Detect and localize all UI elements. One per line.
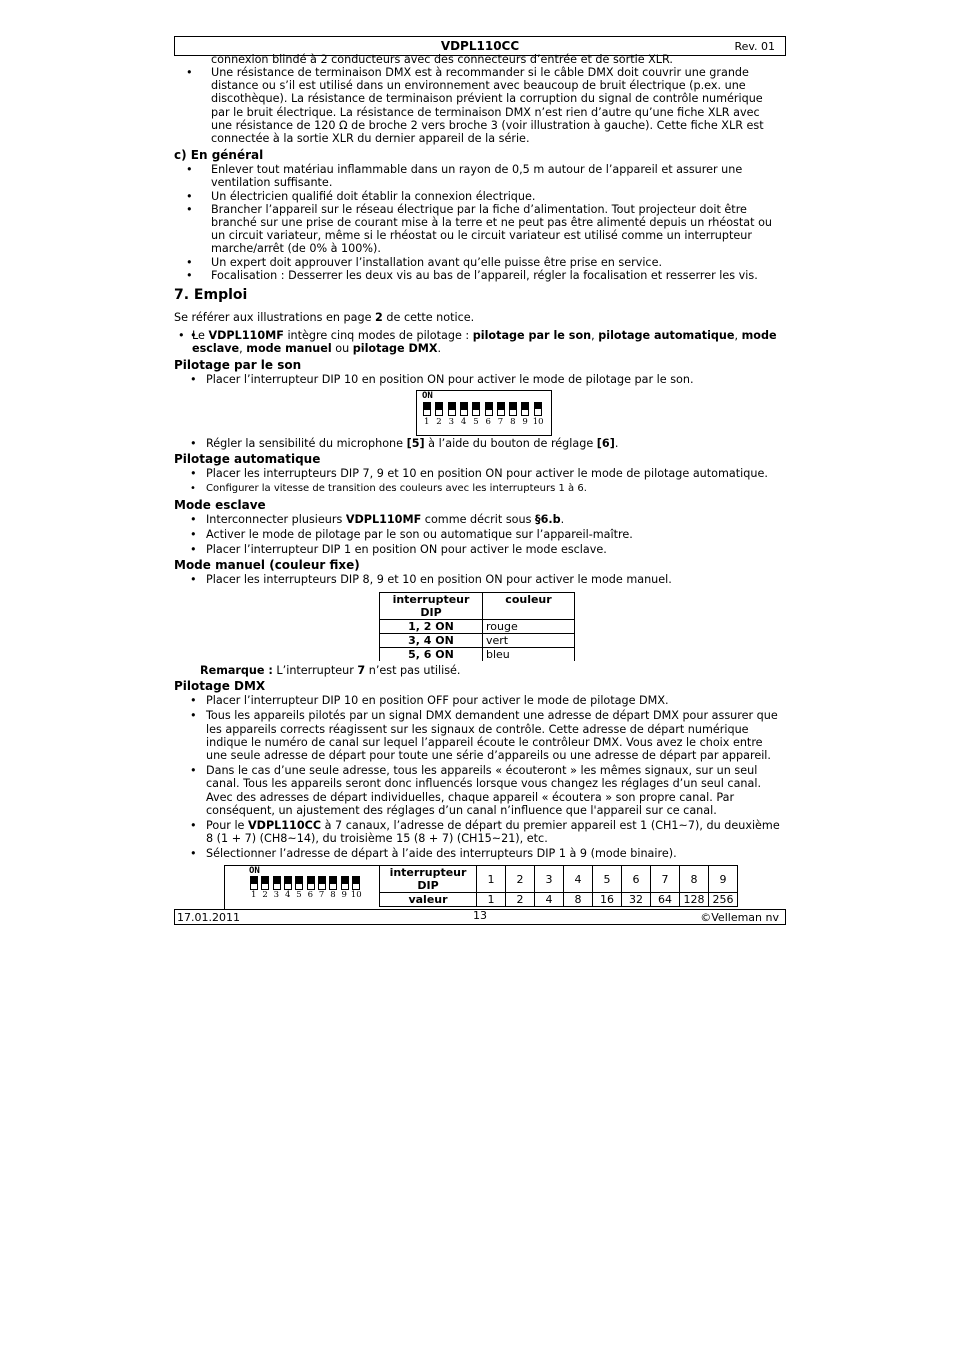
dip-number-label: 5 [296, 889, 302, 900]
dip-value-cell: 1 [477, 893, 506, 907]
table-row: 5, 6 ON bleu [380, 648, 575, 662]
list-item: • Pour le VDPL110CC à 7 canaux, l’adresse de départ du premier appareil est 1 (CH1~7), du deuxième 8 (1 + 7) (CH8~14), du troisième 15 (8 + 7) (CH15~21), etc. [174, 819, 786, 845]
table-row: 3, 4 ON vert [380, 634, 575, 648]
list-item: • Placer l’interrupteur DIP 1 en position ON pour activer le mode esclave. [174, 543, 786, 556]
note: Remarque : L’interrupteur 7 n’est pas utilisé. [200, 664, 461, 677]
dip-switch-8 [509, 402, 517, 416]
dip-switch-2 [261, 876, 269, 890]
section-heading: Mode manuel (couleur fixe) [174, 558, 360, 573]
dmx-block [174, 664, 786, 863]
dip-switch-7 [497, 402, 505, 416]
list-item: • Dans le cas d’une seule adresse, tous les appareils « écouteront » les mêmes signaux, sur un seul canal. Tous les appareils seront donc influencés lorsque vous changez les réglages d’un seul canal. Avec des adresses de départ individuelles, chaque appareil « écoutera » son propre canal. Par conséquent, un ajustement des réglages d’un canal n’influence que l'appareil sur ce canal. [174, 764, 786, 817]
dip-switch-6 [485, 402, 493, 416]
intro-line: connexion blindé à 2 conducteurs avec des connecteurs d’entrée et de sortie XLR. [211, 53, 673, 66]
list-item: • • Le VDPL110MF intègre cinq modes de pilotage : pilotage par le son, pilotage automatique, mode esclave, mode manuel ou pilotage DMX. [174, 329, 786, 355]
dip-number-label: 6 [485, 417, 491, 427]
color-table [379, 592, 575, 661]
dip-switch-10 [352, 876, 360, 890]
reference-line: Se référer aux illustrations en page 2 de cette notice. [174, 311, 475, 324]
footer-copyright: ©Velleman nv [700, 911, 779, 924]
list-item: • Brancher l’appareil sur le réseau électrique par la fiche d’alimentation. Tout projecteur doit être branché sur une prise de courant mise à la terre et ne peut pas être alimenté depuis un rhéostat ou un circuit variateur, même si le rhéostat ou le circuit variateur est utilisé comme un interrupteur marche/arrêt (de 0% à 100%). [174, 203, 786, 256]
dip-number-cell: 9 [709, 866, 738, 893]
dip-number-label: 10 [350, 889, 362, 900]
header-revision: Rev. 01 [734, 40, 775, 53]
dmx-value-table [379, 865, 738, 907]
dip-number-label: 9 [522, 417, 528, 427]
list-item: • Régler la sensibilité du microphone [5] à l’aide du bouton de réglage [6]. [174, 437, 786, 450]
dip-number-label: 2 [436, 417, 442, 427]
header-title: VDPL110CC [440, 39, 520, 53]
dip-number-label: 3 [448, 417, 455, 427]
list-item: • Placer les interrupteurs DIP 8, 9 et 10 en position ON pour activer le mode manuel. [174, 573, 786, 586]
table-row: 1, 2 ON rouge [380, 620, 575, 634]
sound-tail [174, 437, 786, 588]
dip-number-label: 9 [341, 889, 347, 900]
dip-number-label: 3 [273, 889, 280, 900]
table-header: interrupteur DIP [380, 866, 477, 893]
list-item: • Sélectionner l’adresse de départ à l’aide des interrupteurs DIP 1 à 9 (mode binaire). [174, 847, 786, 860]
list-item: • Placer l’interrupteur DIP 10 en position ON pour activer le mode de pilotage par le son. [174, 373, 786, 386]
dip-value-cell: 128 [680, 893, 709, 907]
list-item: • Une résistance de terminaison DMX est à recommander si le câble DMX doit couvrir une grande distance ou s’il est utilisé dans un environnement avec beaucoup de bruit électrique (p.ex. une discothèque). La résistance de terminaison prévient la corruption du signal de contrôle numérique par le bruit électrique. La résistance de terminaison DMX n’est rien d’autre qu’une fiche XLR avec une résistance de 120 Ω de broche 2 vers broche 3 (voir illustration à gauche). Cette fiche XLR est connectée à la sortie XLR du dernier appareil de la série. [174, 66, 786, 145]
dip-switch-1 [423, 402, 431, 416]
dip-number-cell: 6 [622, 866, 651, 893]
dip-number-label: 6 [307, 889, 313, 900]
list-item: • Configurer la vitesse de transition des couleurs avec les interrupteurs 1 à 6. [174, 482, 786, 495]
dip-number-label: 2 [262, 889, 268, 900]
table-header: couleur [483, 593, 575, 620]
dip-switch-3 [448, 402, 456, 416]
section-7 [174, 286, 786, 388]
list-item: • Placer l’interrupteur DIP 10 en position OFF pour activer le mode de pilotage DMX. [174, 694, 786, 707]
list-item: • Un expert doit approuver l’installation avant qu’elle puisse être prise en service. [174, 256, 786, 269]
dip-value-cell: 2 [506, 893, 535, 907]
dip-switch-diagram [244, 866, 366, 904]
dip-number-label: 7 [318, 889, 325, 900]
dip-switch-1 [250, 876, 258, 890]
dip-number-cell: 1 [477, 866, 506, 893]
dip-switch-8 [329, 876, 337, 890]
dip-number-label: 4 [460, 417, 467, 427]
section-heading: c) En général [174, 148, 264, 163]
list-item: • Interconnecter plusieurs VDPL110MF comme décrit sous §6.b. [174, 513, 786, 526]
dip-on-label: ON [249, 866, 260, 876]
list-item: • Placer les interrupteurs DIP 7, 9 et 10 en position ON pour activer le mode de pilotage automatique. [174, 467, 786, 480]
dip-number-label: 8 [510, 417, 516, 427]
dip-number-label: 5 [473, 417, 479, 427]
dip-number-cell: 2 [506, 866, 535, 893]
dip-number-label: 8 [330, 889, 336, 900]
dip-on-label: ON [422, 391, 433, 401]
list-item: • Un électricien qualifié doit établir la connexion électrique. [174, 190, 786, 203]
dip-switch-5 [295, 876, 303, 890]
dip-value-cell: 256 [709, 893, 738, 907]
dip-switch-3 [273, 876, 281, 890]
dip-switch-6 [307, 876, 315, 890]
section-heading: Mode esclave [174, 497, 266, 512]
page-footer [174, 909, 786, 925]
dip-switch-4 [460, 402, 468, 416]
list-item: • Enlever tout matériau inflammable dans un rayon de 0,5 m autour de l’appareil et assurer une ventilation suffisante. [174, 163, 786, 189]
dip-number-label: 7 [497, 417, 504, 427]
dip-switch-9 [521, 402, 529, 416]
dip-number-label: 4 [284, 889, 291, 900]
section-heading: Pilotage DMX [174, 679, 266, 694]
intro-block [174, 53, 786, 282]
dip-switch-diagram [416, 390, 552, 436]
table-header: interrupteur DIP [380, 593, 483, 620]
footer-date: 17.01.2011 [177, 911, 240, 924]
section-title: 7. Emploi [174, 287, 248, 303]
dip-number-cell: 5 [593, 866, 622, 893]
dip-number-label: 1 [424, 417, 430, 427]
dip-switch-5 [472, 402, 480, 416]
section-heading: Pilotage par le son [174, 357, 302, 372]
table-header: valeur [380, 893, 477, 907]
list-item: • Focalisation : Desserrer les deux vis au bas de l’appareil, régler la focalisation et resserrer les vis. [174, 269, 786, 282]
dip-value-cell: 8 [564, 893, 593, 907]
general-list [174, 163, 786, 282]
dip-number-cell: 4 [564, 866, 593, 893]
dip-value-cell: 4 [535, 893, 564, 907]
dip-number-cell: 8 [680, 866, 709, 893]
dip-number-cell: 3 [535, 866, 564, 893]
dip-value-cell: 64 [651, 893, 680, 907]
dip-number-cell: 7 [651, 866, 680, 893]
dip-switch-9 [341, 876, 349, 890]
page-number: 13 [473, 909, 487, 922]
dip-switch-4 [284, 876, 292, 890]
list-item: • Tous les appareils pilotés par un signal DMX demandent une adresse de départ DMX pour assurer que les appareils corrects réagissent sur les signaux de contrôle. Cette adresse de départ numérique indique le numéro de canal sur lequel l’appareil écoute le contrôleur DMX. Vous avez le choix entre une seule adresse de départ pour toute une série d’appareils ou une adresse de départ par appareil. [174, 709, 786, 762]
dip-value-cell: 16 [593, 893, 622, 907]
dip-value-cell: 32 [622, 893, 651, 907]
section-heading: Pilotage automatique [174, 452, 321, 467]
dip-switch-10 [534, 402, 542, 416]
dip-number-label: 1 [251, 889, 257, 900]
dip-number-label: 10 [532, 417, 544, 427]
dip-switch-7 [318, 876, 326, 890]
dip-switch-2 [435, 402, 443, 416]
list-item: • Activer le mode de pilotage par le son ou automatique sur l’appareil-maître. [174, 528, 786, 541]
